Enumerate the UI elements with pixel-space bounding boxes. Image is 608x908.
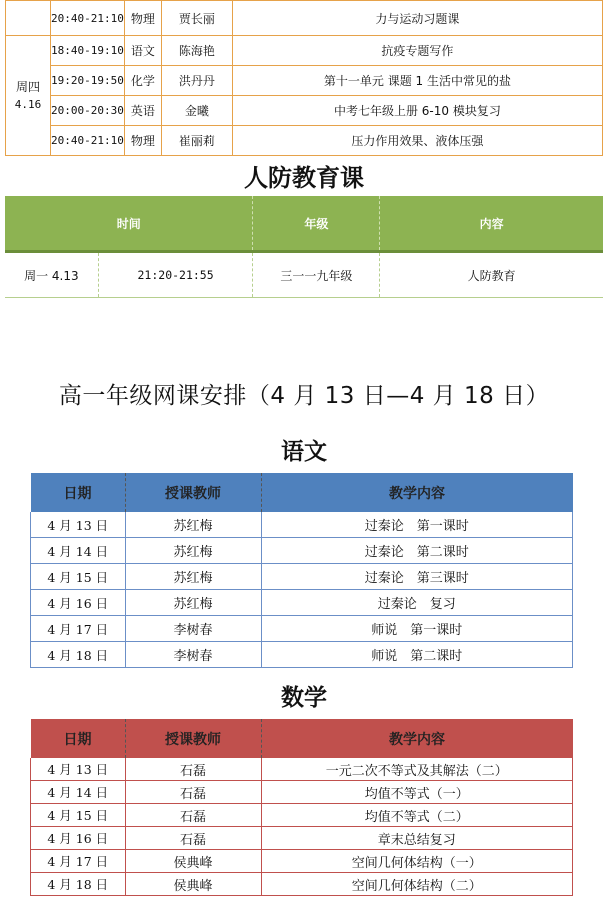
table-row — [31, 642, 573, 668]
day-label: 周四 — [15, 79, 40, 94]
header-content: 内容 — [380, 196, 603, 252]
day-cell — [6, 36, 51, 156]
table-row — [31, 827, 573, 850]
date-cell: 4 月 13 日 — [31, 758, 126, 781]
math-table — [30, 719, 573, 896]
content-cell: 师说 第一课时 — [261, 616, 573, 642]
teacher-cell: 洪丹丹 — [161, 66, 232, 96]
date-cell: 4 月 16 日 — [31, 590, 126, 616]
teacher-cell: 侯典峰 — [125, 873, 261, 896]
date-cell: 4 月 16 日 — [31, 827, 126, 850]
content-cell: 力与运动习题课 — [232, 1, 602, 36]
teacher-cell: 李树春 — [125, 616, 261, 642]
grade-cell: 三一一九年级 — [253, 252, 380, 298]
teacher-cell: 苏红梅 — [125, 538, 261, 564]
header-teacher: 授课教师 — [125, 719, 261, 758]
table-row — [31, 758, 573, 781]
teacher-cell: 侯典峰 — [125, 850, 261, 873]
subject-cell: 化学 — [124, 66, 161, 96]
table-row — [6, 36, 603, 66]
content-cell: 过秦论 复习 — [261, 590, 573, 616]
day-date: 4.16 — [14, 97, 42, 111]
renfang-table — [5, 196, 603, 298]
date-cell: 4 月 17 日 — [31, 850, 126, 873]
subject-cell: 语文 — [124, 36, 161, 66]
table-row — [31, 873, 573, 896]
content-cell: 过秦论 第一课时 — [261, 512, 573, 538]
day-cell — [6, 1, 51, 36]
chinese-table — [30, 473, 573, 668]
teacher-cell: 金曦 — [161, 96, 232, 126]
header-content: 教学内容 — [261, 719, 573, 758]
middle-school-schedule-table — [5, 0, 603, 156]
time-cell: 19:20-19:50 — [51, 66, 125, 96]
day-cell: 周一 4.13 — [5, 252, 98, 298]
teacher-cell: 李树春 — [125, 642, 261, 668]
content-cell: 人防教育 — [380, 252, 603, 298]
header-content: 教学内容 — [261, 473, 573, 512]
renfang-title: 人防教育课 — [244, 164, 364, 192]
table-row — [31, 564, 573, 590]
chinese-title: 语文 — [281, 439, 327, 465]
table-row — [31, 512, 573, 538]
time-cell: 18:40-19:10 — [51, 36, 125, 66]
teacher-cell: 苏红梅 — [125, 564, 261, 590]
content-cell: 中考七年级上册 6-10 模块复习 — [232, 96, 602, 126]
content-cell: 压力作用效果、液体压强 — [232, 126, 602, 156]
content-cell: 均值不等式（一） — [261, 781, 573, 804]
teacher-cell: 贾长丽 — [161, 1, 232, 36]
content-cell: 师说 第二课时 — [261, 642, 573, 668]
content-cell: 空间几何体结构（一） — [261, 850, 573, 873]
content-cell: 抗疫专题写作 — [232, 36, 602, 66]
table-row — [31, 538, 573, 564]
subject-cell: 英语 — [124, 96, 161, 126]
content-cell: 一元二次不等式及其解法（二） — [261, 758, 573, 781]
table-row — [5, 252, 603, 298]
grade10-title: 高一年级网课安排（4 月 13 日—4 月 18 日） — [58, 383, 550, 409]
header-teacher: 授课教师 — [125, 473, 261, 512]
table-row — [6, 126, 603, 156]
subject-cell: 物理 — [124, 126, 161, 156]
teacher-cell: 苏红梅 — [125, 590, 261, 616]
time-cell: 20:40-21:10 — [51, 126, 125, 156]
teacher-cell: 石磊 — [125, 804, 261, 827]
content-cell: 过秦论 第三课时 — [261, 564, 573, 590]
date-cell: 4 月 13 日 — [31, 512, 126, 538]
table-header-row — [5, 196, 603, 252]
teacher-cell: 石磊 — [125, 781, 261, 804]
math-title: 数学 — [281, 685, 327, 711]
table-row — [6, 1, 603, 36]
table-row — [31, 616, 573, 642]
date-cell: 4 月 15 日 — [31, 804, 126, 827]
time-cell: 20:40-21:10 — [51, 1, 125, 36]
content-cell: 空间几何体结构（二） — [261, 873, 573, 896]
date-cell: 4 月 18 日 — [31, 642, 126, 668]
content-cell: 过秦论 第二课时 — [261, 538, 573, 564]
date-cell: 4 月 14 日 — [31, 538, 126, 564]
header-date: 日期 — [31, 719, 126, 758]
table-row — [6, 66, 603, 96]
content-cell: 均值不等式（二） — [261, 804, 573, 827]
table-header-row — [31, 719, 573, 758]
date-cell: 4 月 14 日 — [31, 781, 126, 804]
teacher-cell: 崔丽莉 — [161, 126, 232, 156]
teacher-cell: 陈海艳 — [161, 36, 232, 66]
table-row — [31, 850, 573, 873]
date-cell: 4 月 15 日 — [31, 564, 126, 590]
header-grade: 年级 — [253, 196, 380, 252]
content-cell: 章末总结复习 — [261, 827, 573, 850]
table-row — [31, 781, 573, 804]
subject-cell: 物理 — [124, 1, 161, 36]
teacher-cell: 石磊 — [125, 758, 261, 781]
content-cell: 第十一单元 课题 1 生活中常见的盐 — [232, 66, 602, 96]
table-row — [31, 590, 573, 616]
time-cell: 20:00-20:30 — [51, 96, 125, 126]
header-date: 日期 — [31, 473, 126, 512]
table-row — [6, 96, 603, 126]
header-time: 时间 — [5, 196, 253, 252]
time-cell: 21:20-21:55 — [98, 252, 253, 298]
date-cell: 4 月 18 日 — [31, 873, 126, 896]
table-header-row — [31, 473, 573, 512]
teacher-cell: 石磊 — [125, 827, 261, 850]
table-row — [31, 804, 573, 827]
teacher-cell: 苏红梅 — [125, 512, 261, 538]
date-cell: 4 月 17 日 — [31, 616, 126, 642]
